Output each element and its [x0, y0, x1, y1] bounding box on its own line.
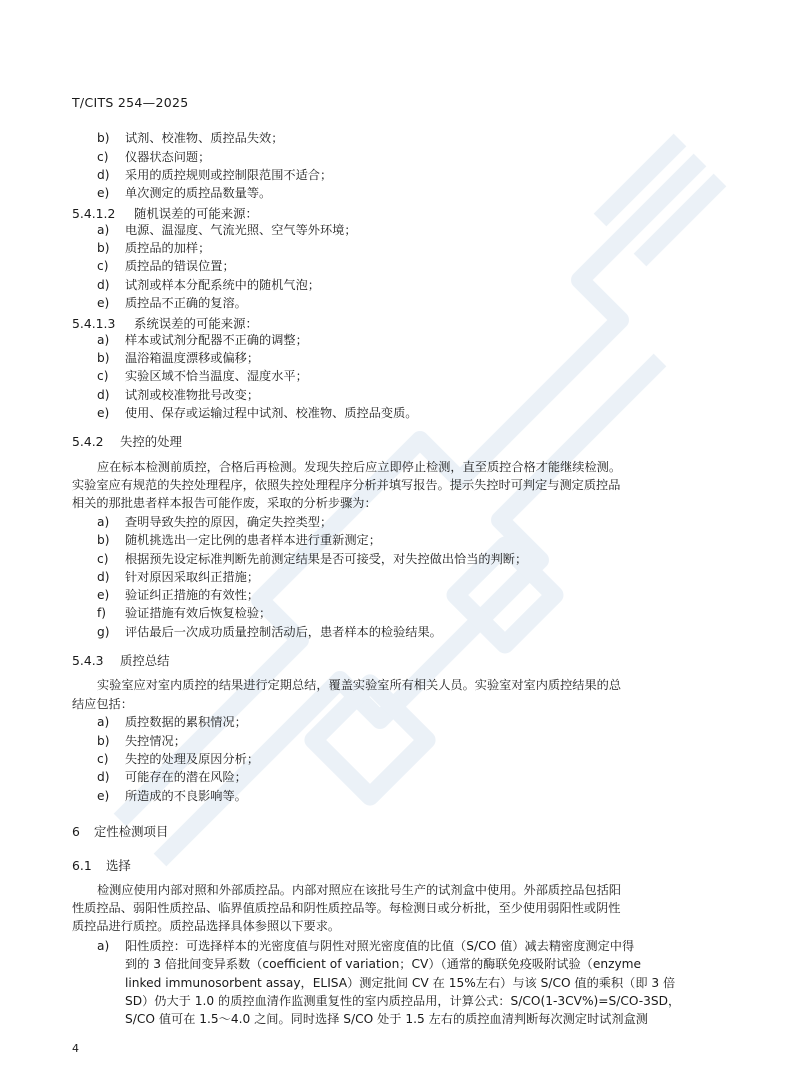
paragraph-line: linked immunosorbent assay，ELISA）测定批间 CV 在 15%左右）与该 S/CO 值的乘积（即 3 倍 [125, 976, 676, 990]
list-item: c) 根据预先设定标准判断先前测定结果是否可接受，对失控做出恰当的判断； [97, 552, 528, 566]
list-item: b) 试剂、校准物、质控品失效； [97, 131, 284, 145]
paragraph-line: 实验室应对室内质控的结果进行定期总结，覆盖实验室所有相关人员。实验室对室内质控结果的总 [97, 678, 622, 692]
list-item: b) 温浴箱温度漂移或偏移； [97, 351, 260, 365]
paragraph-line: 质控品进行质控。质控品选择具体参照以下要求。 [72, 919, 341, 933]
page-number: 4 [72, 1042, 79, 1055]
paragraph-line: 实验室应有规范的失控处理程序，依照失控处理程序分析并填写报告。提示失控时可判定与测定质控品 [72, 478, 621, 492]
list-item: c) 质控品的错误位置； [97, 259, 235, 273]
paragraph-line: 应在标本检测前质控，合格后再检测。发现失控后应立即停止检测，直至质控合格才能继续检测。 [97, 460, 622, 474]
list-item: c) 仪器状态问题； [97, 150, 211, 164]
list-item: e) 单次测定的质控品数量等。 [97, 186, 272, 200]
paragraph-line: S/CO 值可在 1.5～4.0 之间。同时选择 S/CO 处于 1.5 左右的质控血清判断每次测定时试剂盒测 [125, 1012, 648, 1026]
section-heading-543: 5.4.3 质控总结 [72, 653, 170, 668]
list-item: b) 质控品的加样； [97, 241, 211, 255]
list-item: d) 采用的质控规则或控制限范围不适合； [97, 168, 333, 182]
list-item: a) 查明导致失控的原因，确定失控类型； [97, 515, 333, 529]
list-item: e) 使用、保存或运输过程中试剂、校准物、质控品变质。 [97, 406, 418, 420]
list-item: a) 电源、温湿度、气流光照、空气等外环境； [97, 223, 357, 237]
paragraph-line: SD）仍大于 1.0 的质控血清作监测重复性的室内质控品用，计算公式：S/CO(1-3CV%)=S/CO-3SD， [125, 994, 681, 1008]
section-heading-5412: 5.4.1.2 随机误差的可能来源： [72, 206, 258, 221]
section-heading-61: 6.1 选择 [72, 858, 131, 873]
section-heading-5413: 5.4.1.3 系统误差的可能来源： [72, 316, 258, 331]
list-item: d) 可能存在的潜在风险； [97, 770, 247, 784]
list-item: f) 验证措施有效后恢复检验； [97, 606, 272, 620]
section-heading-6: 6 定性检测项目 [72, 824, 169, 839]
paragraph-line: 检测应使用内部对照和外部质控品。内部对照应在该批号生产的试剂盒中使用。外部质控品包括阳 [97, 883, 622, 897]
paragraph-line: 结应包括： [72, 697, 133, 711]
list-item: g) 评估最后一次成功质量控制活动后，患者样本的检验结果。 [97, 625, 442, 639]
list-item: e) 质控品不正确的复溶。 [97, 296, 247, 310]
standard-code: T/CITS 254—2025 [72, 95, 189, 110]
paragraph-line: 相关的那批患者样本报告可能作废，采取的分析步骤为： [72, 496, 377, 510]
list-item: e) 验证纠正措施的有效性； [97, 588, 260, 602]
list-item: e) 所造成的不良影响等。 [97, 789, 247, 803]
list-item: a) 质控数据的累积情况； [97, 715, 247, 729]
list-item: a) 阳性质控：可选择样本的光密度值与阴性对照光密度值的比值（S/CO 值）减去精密度测定中得 [97, 939, 635, 953]
list-item: d) 试剂或校准物批号改变； [97, 388, 260, 402]
list-item: a) 样本或试剂分配器不正确的调整； [97, 333, 308, 347]
paragraph-line: 性质控品、弱阳性质控品、临界值质控品和阴性质控品等。每检测日或分析批，至少使用弱阳性或阴性 [72, 901, 621, 915]
list-item: d) 试剂或样本分配系统中的随机气泡； [97, 278, 320, 292]
section-heading-542: 5.4.2 失控的处理 [72, 434, 182, 449]
paragraph-line: 到的 3 倍批间变异系数（coefficient of variation；CV）（通常的酶联免疫吸附试验（enzyme [125, 957, 642, 971]
list-item: b) 失控情况； [97, 734, 186, 748]
list-item: d) 针对原因采取纠正措施； [97, 570, 260, 584]
list-item: c) 失控的处理及原因分析； [97, 752, 260, 766]
list-item: b) 随机挑选出一定比例的患者样本进行重新测定； [97, 533, 381, 547]
list-item: c) 实验区域不恰当温度、湿度水平； [97, 369, 308, 383]
